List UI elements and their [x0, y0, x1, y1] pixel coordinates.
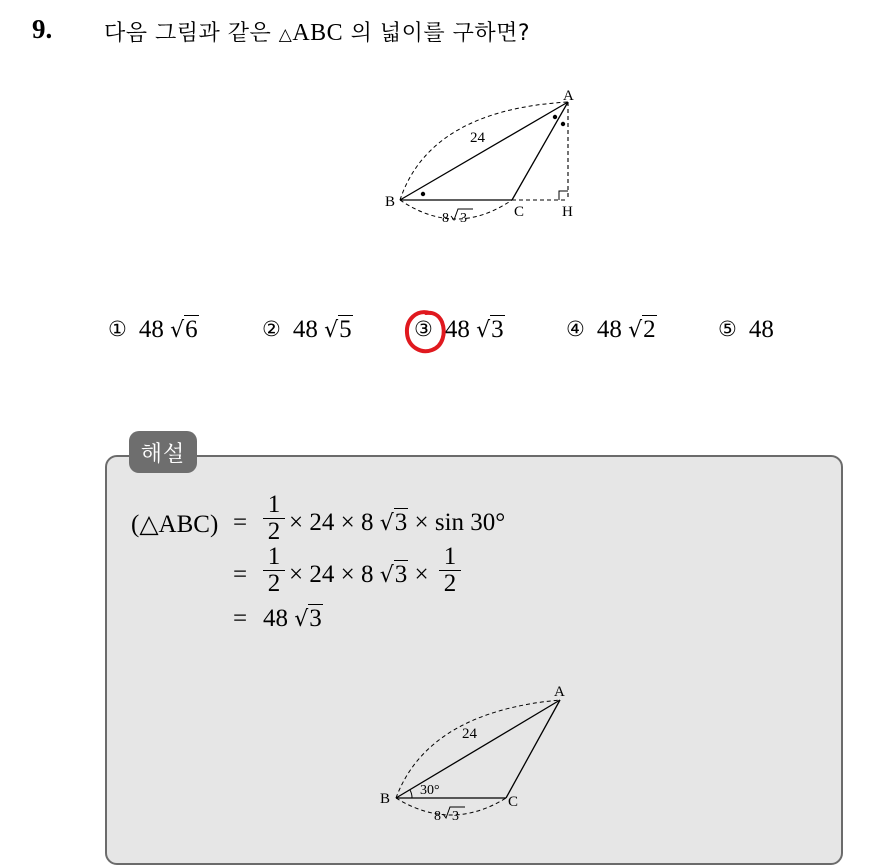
right-angle-mark: [559, 191, 568, 200]
solution-line2: [289, 561, 429, 589]
choice-radical: √3: [476, 316, 504, 343]
solution-eq-2: =: [233, 561, 248, 588]
angle-dot-b: [421, 192, 425, 196]
choice-radical: √6: [170, 316, 198, 343]
choice-radical: √5: [324, 316, 352, 343]
side-bc-radicand: 3: [460, 211, 467, 226]
choice-5[interactable]: [718, 316, 774, 344]
choice-radicand: 3: [491, 316, 504, 343]
line2-tail: ×: [414, 561, 429, 588]
side-ab-label: 24: [470, 130, 485, 146]
line1-mid: × 24 × 8: [289, 509, 374, 536]
solution-tab: 해설: [129, 431, 197, 473]
side-bc-coef: 8: [434, 809, 441, 824]
triangle-abc: [400, 102, 568, 200]
question-text-before: 다음 그림과 같은: [104, 21, 279, 46]
fraction-half-2: $\frac{1}{2}$: [263, 544, 285, 597]
choice-number: ④: [566, 317, 585, 341]
choice-1[interactable]: [108, 316, 199, 344]
label-h: H: [562, 204, 573, 220]
choice-radicand: 5: [339, 316, 352, 343]
choice-coefficient: 48: [748, 316, 774, 343]
angle-arc-b: [410, 790, 412, 798]
fraction-half-1: $\frac{1}{2}$: [263, 492, 285, 545]
choice-number: ⑤: [718, 317, 737, 341]
choice-coefficient: 48: [138, 316, 164, 343]
line3-radical: √3: [294, 605, 322, 632]
question-text: [104, 16, 530, 47]
solution-line3: [263, 605, 323, 633]
choice-number: ②: [262, 317, 281, 341]
label-c: C: [514, 204, 525, 220]
choice-number: ③: [414, 317, 433, 341]
label-a: A: [563, 88, 574, 104]
label-b: B: [380, 791, 391, 807]
fraction-half-3: $\frac{1}{2}$: [439, 544, 461, 597]
arc-bc: [400, 200, 512, 219]
choice-coefficient: 48: [444, 316, 470, 343]
solution-eq-1: =: [233, 509, 248, 536]
question-number: 9.: [32, 14, 53, 44]
choice-coefficient: 48: [596, 316, 622, 343]
triangle-name: ABC: [292, 20, 344, 46]
line1-tail: × sin 30°: [414, 509, 506, 536]
solution-figure: [370, 680, 590, 830]
line2-mid: × 24 × 8: [289, 561, 374, 588]
side-bc-coef: 8: [442, 211, 449, 226]
angle-dot-a1: [553, 115, 557, 119]
side-ab-label: 24: [462, 726, 477, 742]
solution-lhs: (△ABC): [131, 511, 219, 538]
choice-coefficient: 48: [292, 316, 318, 343]
label-a: A: [554, 684, 565, 700]
choice-4[interactable]: [566, 316, 657, 344]
angle-dot-a2: [561, 122, 565, 126]
choice-radicand: 2: [643, 316, 656, 343]
solution-eq-3: =: [233, 605, 248, 632]
solution-line1: [289, 509, 505, 537]
label-b: B: [385, 194, 396, 210]
choice-radical: √2: [628, 316, 656, 343]
angle-label: 30°: [420, 783, 440, 798]
line3-coef: 48: [263, 605, 288, 632]
line1-radical: √3: [379, 509, 408, 536]
line2-radical: √3: [379, 561, 408, 588]
triangle-symbol: △: [278, 25, 293, 45]
question-text-after: 의 넓이를 구하면?: [343, 21, 531, 46]
question-figure: [370, 80, 590, 240]
label-c: C: [508, 794, 519, 810]
answer-circle-mark: [402, 306, 448, 358]
choice-number: ①: [108, 317, 127, 341]
side-bc-radicand: 3: [452, 809, 459, 824]
choice-2[interactable]: [262, 316, 353, 344]
choice-radicand: 6: [185, 316, 198, 343]
